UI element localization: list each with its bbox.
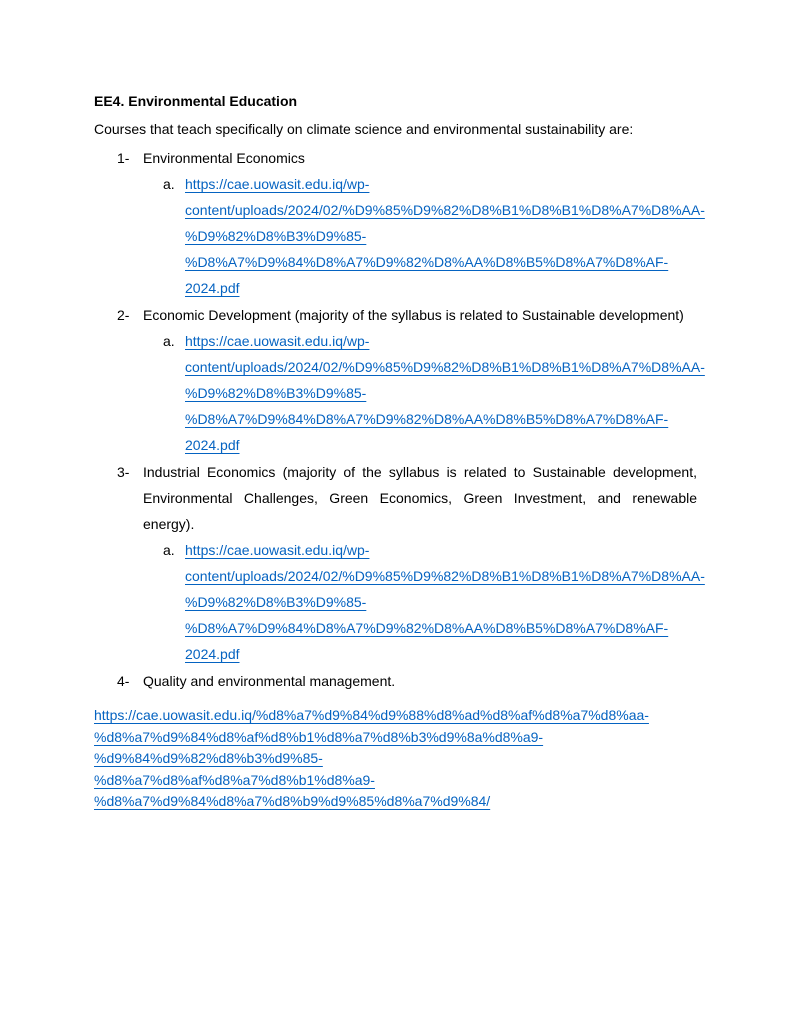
link-line: %D8%A7%D9%84%D8%A7%D9%82%D8%AA%D8%B5%D8%A7%D8%AF-2024.pdf [185,411,669,453]
link-line: https://cae.uowasit.edu.iq/%d8%a7%d9%84%d9%88%d8%ad%d8%af%d8%a7%d8%aa- [94,707,649,723]
link-line: https://cae.uowasit.edu.iq/wp- [185,542,370,558]
link-line: https://cae.uowasit.edu.iq/wp- [185,176,370,192]
list-item-environmental-economics [94,145,697,171]
list-item-text: Economic Development (majority of the syllabus is related to Sustainable development) [143,307,684,323]
list-item-quality-management [94,668,697,694]
list-item-industrial-economics [94,459,697,537]
list-item-economic-development [94,302,697,328]
sub-list-marker: a. [163,176,175,192]
footer-link-paragraph [94,705,697,813]
sub-list-marker: a. [163,542,175,558]
course-syllabus-link-3[interactable] [185,537,705,667]
sub-list-item [94,328,705,458]
link-line: %D9%82%D8%B3%D9%85- [185,385,367,401]
list-item-number: 4- [117,673,130,689]
department-units-link[interactable] [94,705,697,813]
list-item-text: Industrial Economics (majority of the syllabus is related to Sustainable development, Environmental Challenges, Green Economics, Green Investment, and renewable energy). [143,464,697,532]
link-line: %D8%A7%D9%84%D8%A7%D9%82%D8%AA%D8%B5%D8%A7%D8%AF-2024.pdf [185,620,669,662]
list-item-text: Environmental Economics [143,150,305,166]
list-item-text: Quality and environmental management. [143,673,396,689]
link-line: %d8%a7%d9%84%d8%af%d8%b1%d8%a7%d8%b3%d9%8a%d8%a9-%d9%84%d9%82%d8%b3%d9%85- [94,728,544,766]
list-item-number: 1- [117,150,130,166]
list-item-number: 2- [117,307,130,323]
intro-paragraph: Courses that teach specifically on climate science and environmental sustainability are: [94,121,634,137]
link-line: %D9%82%D8%B3%D9%85- [185,594,367,610]
course-syllabus-link-2[interactable] [185,328,705,458]
link-line: %D8%A7%D9%84%D8%A7%D9%82%D8%AA%D8%B5%D8%A7%D8%AF-2024.pdf [185,254,669,296]
link-line: content/uploads/2024/02/%D9%85%D9%82%D8%B1%D8%B1%D8%A7%D8%AA- [185,359,705,375]
list-item-number: 3- [117,464,130,480]
course-list [94,145,705,694]
course-syllabus-link-1[interactable] [185,171,705,301]
link-line: content/uploads/2024/02/%D9%85%D9%82%D8%B1%D8%B1%D8%A7%D8%AA- [185,202,705,218]
link-line: %D9%82%D8%B3%D9%85- [185,228,367,244]
link-line: https://cae.uowasit.edu.iq/wp- [185,333,370,349]
sub-list-item [94,171,705,301]
sub-list-item [94,537,705,667]
link-line: content/uploads/2024/02/%D9%85%D9%82%D8%B1%D8%B1%D8%A7%D8%AA- [185,568,705,584]
section-heading: EE4. Environmental Education [94,93,298,109]
sub-list-marker: a. [163,333,175,349]
link-line: %d8%a7%d8%af%d8%a7%d8%b1%d8%a9-%d8%a7%d9%84%d8%a7%d8%b9%d9%85%d8%a7%d9%84/ [94,771,491,809]
